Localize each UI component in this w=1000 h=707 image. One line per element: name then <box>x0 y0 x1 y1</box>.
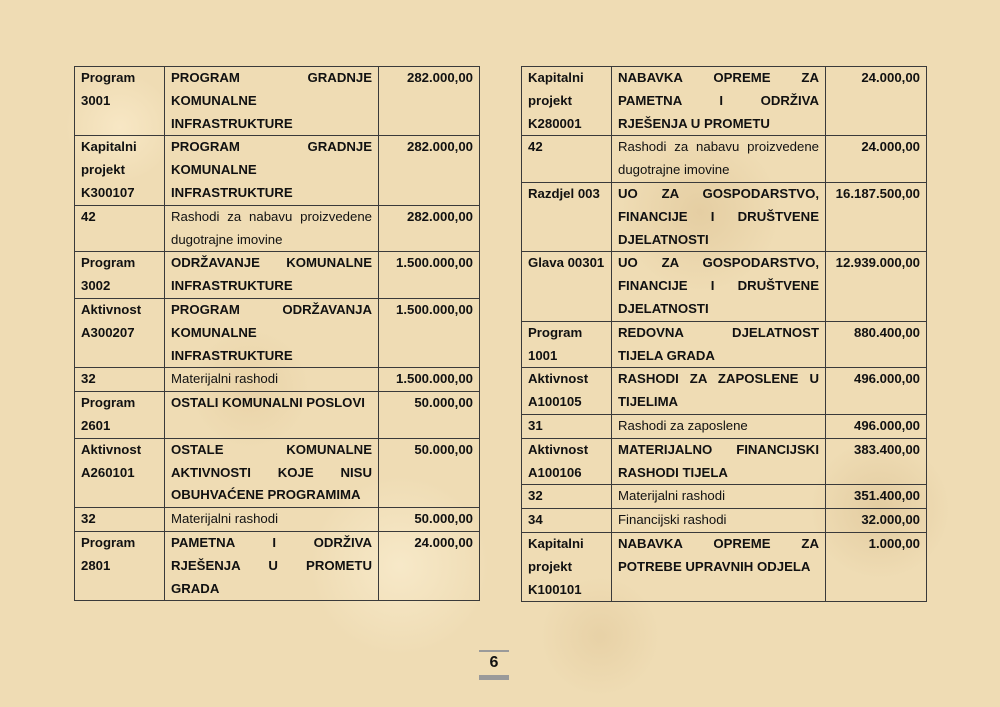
table-row <box>522 67 927 136</box>
table-row <box>522 321 927 368</box>
account-description: RASHODI ZA ZAPOSLENE U TIJELIMA <box>612 368 826 415</box>
amount: 16.187.500,00 <box>826 182 927 251</box>
table-row <box>75 205 480 252</box>
account-description: Materijalni rashodi <box>612 485 826 509</box>
amount: 496.000,00 <box>826 368 927 415</box>
table-row <box>75 136 480 205</box>
account-description: Financijski rashodi <box>612 509 826 533</box>
account-description: Rashodi za zaposlene <box>612 414 826 438</box>
table-row <box>75 438 480 507</box>
amount: 282.000,00 <box>379 67 480 136</box>
table-row <box>522 136 927 183</box>
amount: 282.000,00 <box>379 136 480 205</box>
account-description: PROGRAM GRADNJE KOMUNALNE INFRASTRUKTURE <box>165 136 379 205</box>
table-row <box>75 531 480 600</box>
page-number-rule-top <box>479 650 509 652</box>
account-description: OSTALE KOMUNALNE AKTIVNOSTI KOJE NISU OBUHVAĆENE PROGRAMIMA <box>165 438 379 507</box>
account-description: Materijalni rashodi <box>165 508 379 532</box>
table-row <box>75 252 480 299</box>
budget-table-right <box>521 66 927 602</box>
amount: 24.000,00 <box>826 136 927 183</box>
account-code: Aktivnost A100105 <box>522 368 612 415</box>
table-row <box>522 485 927 509</box>
amount: 496.000,00 <box>826 414 927 438</box>
table-row <box>522 438 927 485</box>
account-description: PAMETNA I ODRŽIVA RJEŠENJA U PROMETU GRADA <box>165 531 379 600</box>
account-description: UO ZA GOSPODARSTVO, FINANCIJE I DRUŠTVENE DJELATNOSTI <box>612 182 826 251</box>
account-code: Glava 00301 <box>522 252 612 321</box>
account-code: Kapitalni projekt K100101 <box>522 532 612 601</box>
account-code: Program 2801 <box>75 531 165 600</box>
account-code: 32 <box>522 485 612 509</box>
amount: 24.000,00 <box>826 67 927 136</box>
account-code: 31 <box>522 414 612 438</box>
account-code: Aktivnost A260101 <box>75 438 165 507</box>
account-description: Rashodi za nabavu proizvedene dugotrajne imovine <box>612 136 826 183</box>
account-description: Rashodi za nabavu proizvedene dugotrajne imovine <box>165 205 379 252</box>
account-description: NABAVKA OPREME ZA PAMETNA I ODRŽIVA RJEŠENJA U PROMETU <box>612 67 826 136</box>
amount: 282.000,00 <box>379 205 480 252</box>
table-row <box>522 509 927 533</box>
account-description: PROGRAM ODRŽAVANJA KOMUNALNE INFRASTRUKTURE <box>165 298 379 367</box>
amount: 1.000,00 <box>826 532 927 601</box>
table-row <box>75 392 480 439</box>
budget-table-left <box>74 66 480 601</box>
account-description: ODRŽAVANJE KOMUNALNE INFRASTRUKTURE <box>165 252 379 299</box>
amount: 1.500.000,00 <box>379 368 480 392</box>
table-row <box>522 368 927 415</box>
table-row <box>75 368 480 392</box>
amount: 32.000,00 <box>826 509 927 533</box>
table-row <box>522 182 927 251</box>
account-code: Aktivnost A300207 <box>75 298 165 367</box>
amount: 880.400,00 <box>826 321 927 368</box>
table-row <box>522 252 927 321</box>
account-description: Materijalni rashodi <box>165 368 379 392</box>
account-description: OSTALI KOMUNALNI POSLOVI <box>165 392 379 439</box>
account-code: 32 <box>75 508 165 532</box>
table-row <box>75 508 480 532</box>
account-description: UO ZA GOSPODARSTVO, FINANCIJE I DRUŠTVENE DJELATNOSTI <box>612 252 826 321</box>
account-code: Program 3002 <box>75 252 165 299</box>
account-description: NABAVKA OPREME ZA POTREBE UPRAVNIH ODJELA <box>612 532 826 601</box>
amount: 24.000,00 <box>379 531 480 600</box>
amount: 383.400,00 <box>826 438 927 485</box>
account-code: 42 <box>522 136 612 183</box>
account-code: Razdjel 003 <box>522 182 612 251</box>
account-code: Aktivnost A100106 <box>522 438 612 485</box>
table-row <box>522 414 927 438</box>
account-code: Program 2601 <box>75 392 165 439</box>
amount: 1.500.000,00 <box>379 298 480 367</box>
account-description: REDOVNA DJELATNOST TIJELA GRADA <box>612 321 826 368</box>
account-code: Kapitalni projekt K280001 <box>522 67 612 136</box>
account-description: MATERIJALNO FINANCIJSKI RASHODI TIJELA <box>612 438 826 485</box>
amount: 50.000,00 <box>379 438 480 507</box>
table-row <box>75 298 480 367</box>
account-code: Kapitalni projekt K300107 <box>75 136 165 205</box>
page-number <box>479 650 509 680</box>
page-number-label: 6 <box>489 654 499 671</box>
amount: 1.500.000,00 <box>379 252 480 299</box>
amount: 50.000,00 <box>379 508 480 532</box>
table-row <box>75 67 480 136</box>
amount: 50.000,00 <box>379 392 480 439</box>
account-code: 32 <box>75 368 165 392</box>
account-code: 42 <box>75 205 165 252</box>
account-code: 34 <box>522 509 612 533</box>
amount: 351.400,00 <box>826 485 927 509</box>
account-code: Program 3001 <box>75 67 165 136</box>
page-number-rule-bottom <box>479 675 509 680</box>
table-row <box>522 532 927 601</box>
account-code: Program 1001 <box>522 321 612 368</box>
amount: 12.939.000,00 <box>826 252 927 321</box>
account-description: PROGRAM GRADNJE KOMUNALNE INFRASTRUKTURE <box>165 67 379 136</box>
